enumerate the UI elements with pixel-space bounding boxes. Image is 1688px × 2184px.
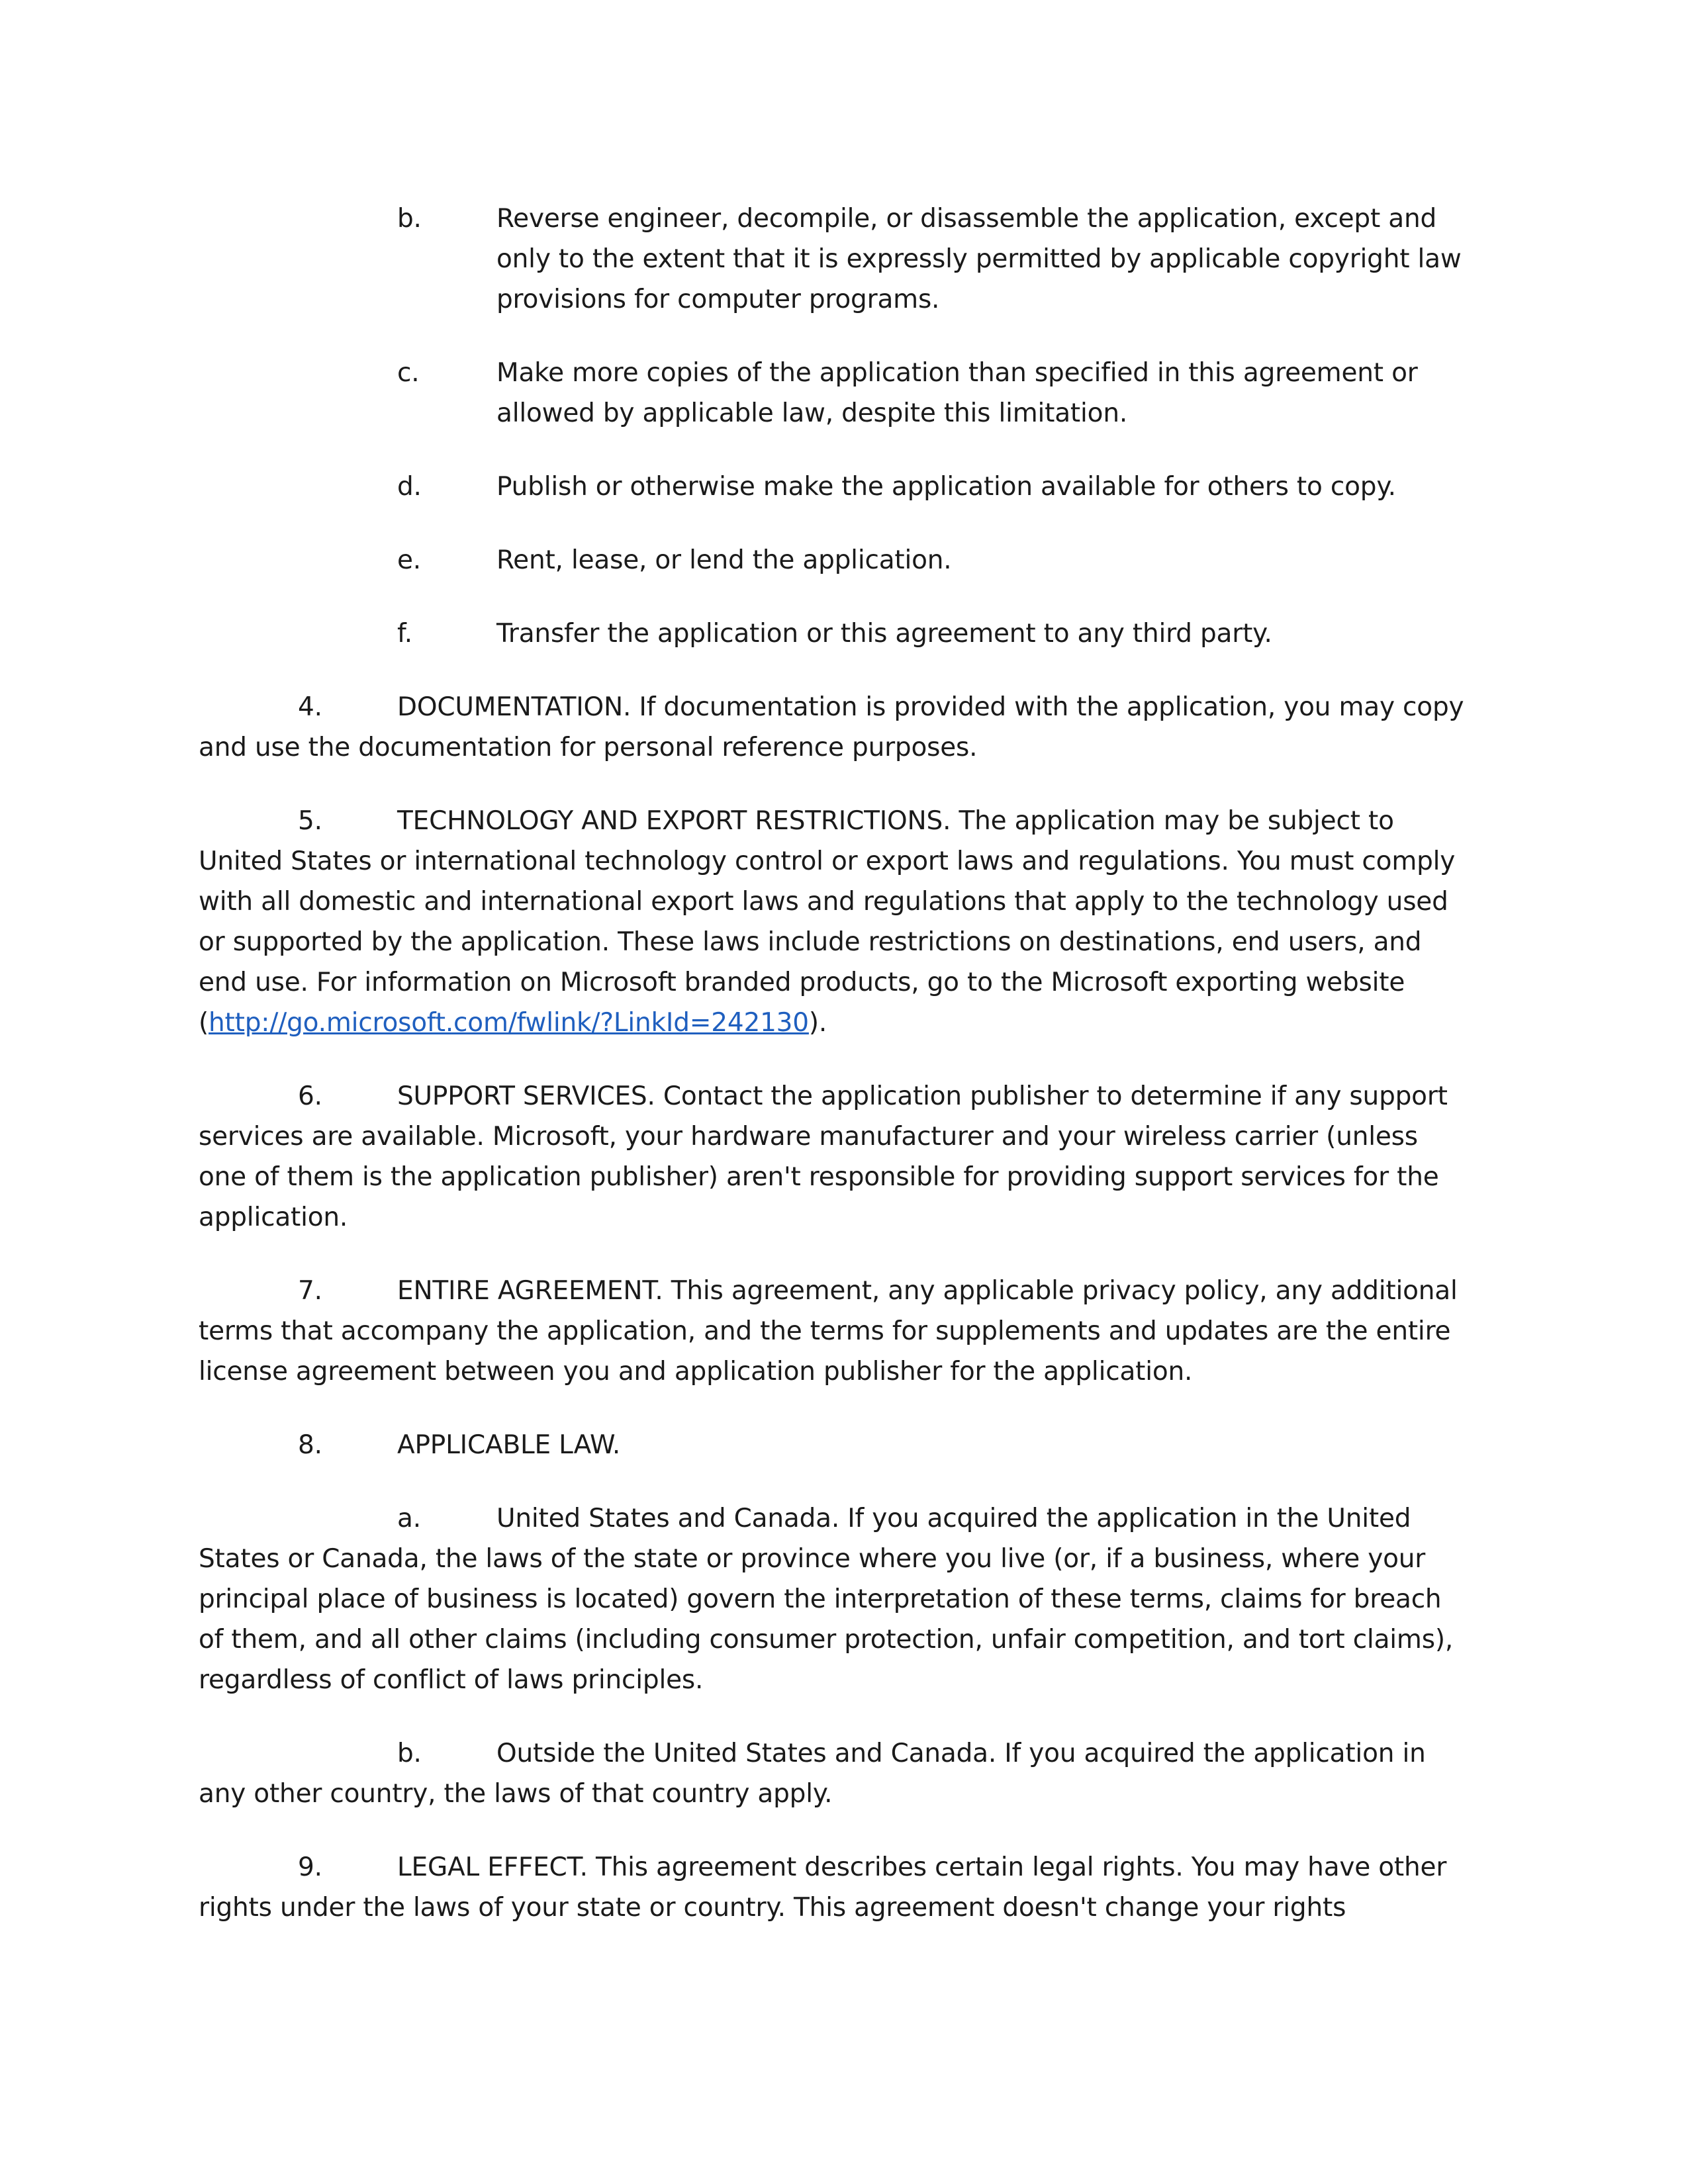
section-applicable-law [199,1425,1470,1465]
restriction-item-c [199,353,1470,433]
subsection-number: b. [397,1739,422,1768]
restriction-item-f [199,614,1470,654]
section-text: APPLICABLE LAW. [397,1430,621,1460]
section-text: ENTIRE AGREEMENT. This agreement, any applicable privacy policy, any additional terms that accompany the application, and the terms for supplements and updates are the entire license agreement between you and application publisher for the application. [199,1276,1458,1387]
restriction-text: Make more copies of the application than specified in this agreement or allowed by applicable law, despite this limitation. [496,358,1418,428]
microsoft-exporting-link[interactable]: http://go.microsoft.com/fwlink/?LinkId=242130 [209,1008,809,1038]
section-text: DOCUMENTATION. If documentation is provided with the application, you may copy and use the documentation for personal reference purposes. [199,692,1464,762]
section-export-restrictions [199,801,1470,1043]
section-number: 6. [298,1081,322,1111]
restriction-text: Publish or otherwise make the application available for others to copy. [496,472,1396,502]
document-page [199,199,1470,1961]
restriction-label: c. [397,358,420,388]
restriction-item-e [199,540,1470,580]
section-number: 7. [298,1276,322,1306]
restriction-label: b. [397,204,422,234]
section-entire-agreement [199,1271,1470,1392]
section-text: LEGAL EFFECT. This agreement describes certain legal rights. You may have other rights under the laws of your state or country. This agreement doesn't change your rights [199,1852,1447,1923]
subsection-text: United States and Canada. If you acquired the application in the United States or Canada, the laws of the state or province where you live (or, if a business, where your principal place of business is located) govern the interpretation of these terms, claims for breach of them, and all other claims (including consumer protection, unfair competition, and tort claims), regardless of conflict of laws principles. [199,1504,1454,1695]
section-number: 9. [298,1852,322,1882]
section-legal-effect [199,1847,1470,1928]
section-number: 5. [298,806,322,836]
section-law-outside-us-canada [199,1733,1470,1814]
section-support-services [199,1076,1470,1238]
section-number: 4. [298,692,322,722]
restriction-label: f. [397,619,412,649]
restriction-label: e. [397,545,421,575]
subsection-number: a. [397,1504,421,1533]
section-number: 8. [298,1430,322,1460]
restriction-item-d [199,467,1470,507]
section-law-us-canada [199,1498,1470,1700]
restriction-item-b [199,199,1470,320]
subsection-text: Outside the United States and Canada. If you acquired the application in any other country, the laws of that country apply. [199,1739,1426,1809]
restriction-text: Rent, lease, or lend the application. [496,545,952,575]
section-text: SUPPORT SERVICES. Contact the application publisher to determine if any support services are available. Microsoft, your hardware manufacturer and your wireless carrier (unless one of them is the application publisher) aren't responsible for providing support services for the application. [199,1081,1448,1232]
restriction-text: Reverse engineer, decompile, or disassemble the application, except and only to the extent that it is expressly permitted by applicable copyright law provisions for computer programs. [496,204,1462,314]
section-text: TECHNOLOGY AND EXPORT RESTRICTIONS. The application may be subject to United States or international technology control or export laws and regulations. You must comply with all domestic and international export laws and regulations that apply to the technology used or supported by the application. These laws include restrictions on destinations, end users, and end use. For information on Microsoft branded products, go to the Microsoft exporting website ( [199,806,1456,1038]
restriction-label: d. [397,472,422,502]
restriction-text: Transfer the application or this agreement to any third party. [496,619,1272,649]
section-text-after-link: ). [808,1008,827,1038]
section-documentation [199,687,1470,768]
